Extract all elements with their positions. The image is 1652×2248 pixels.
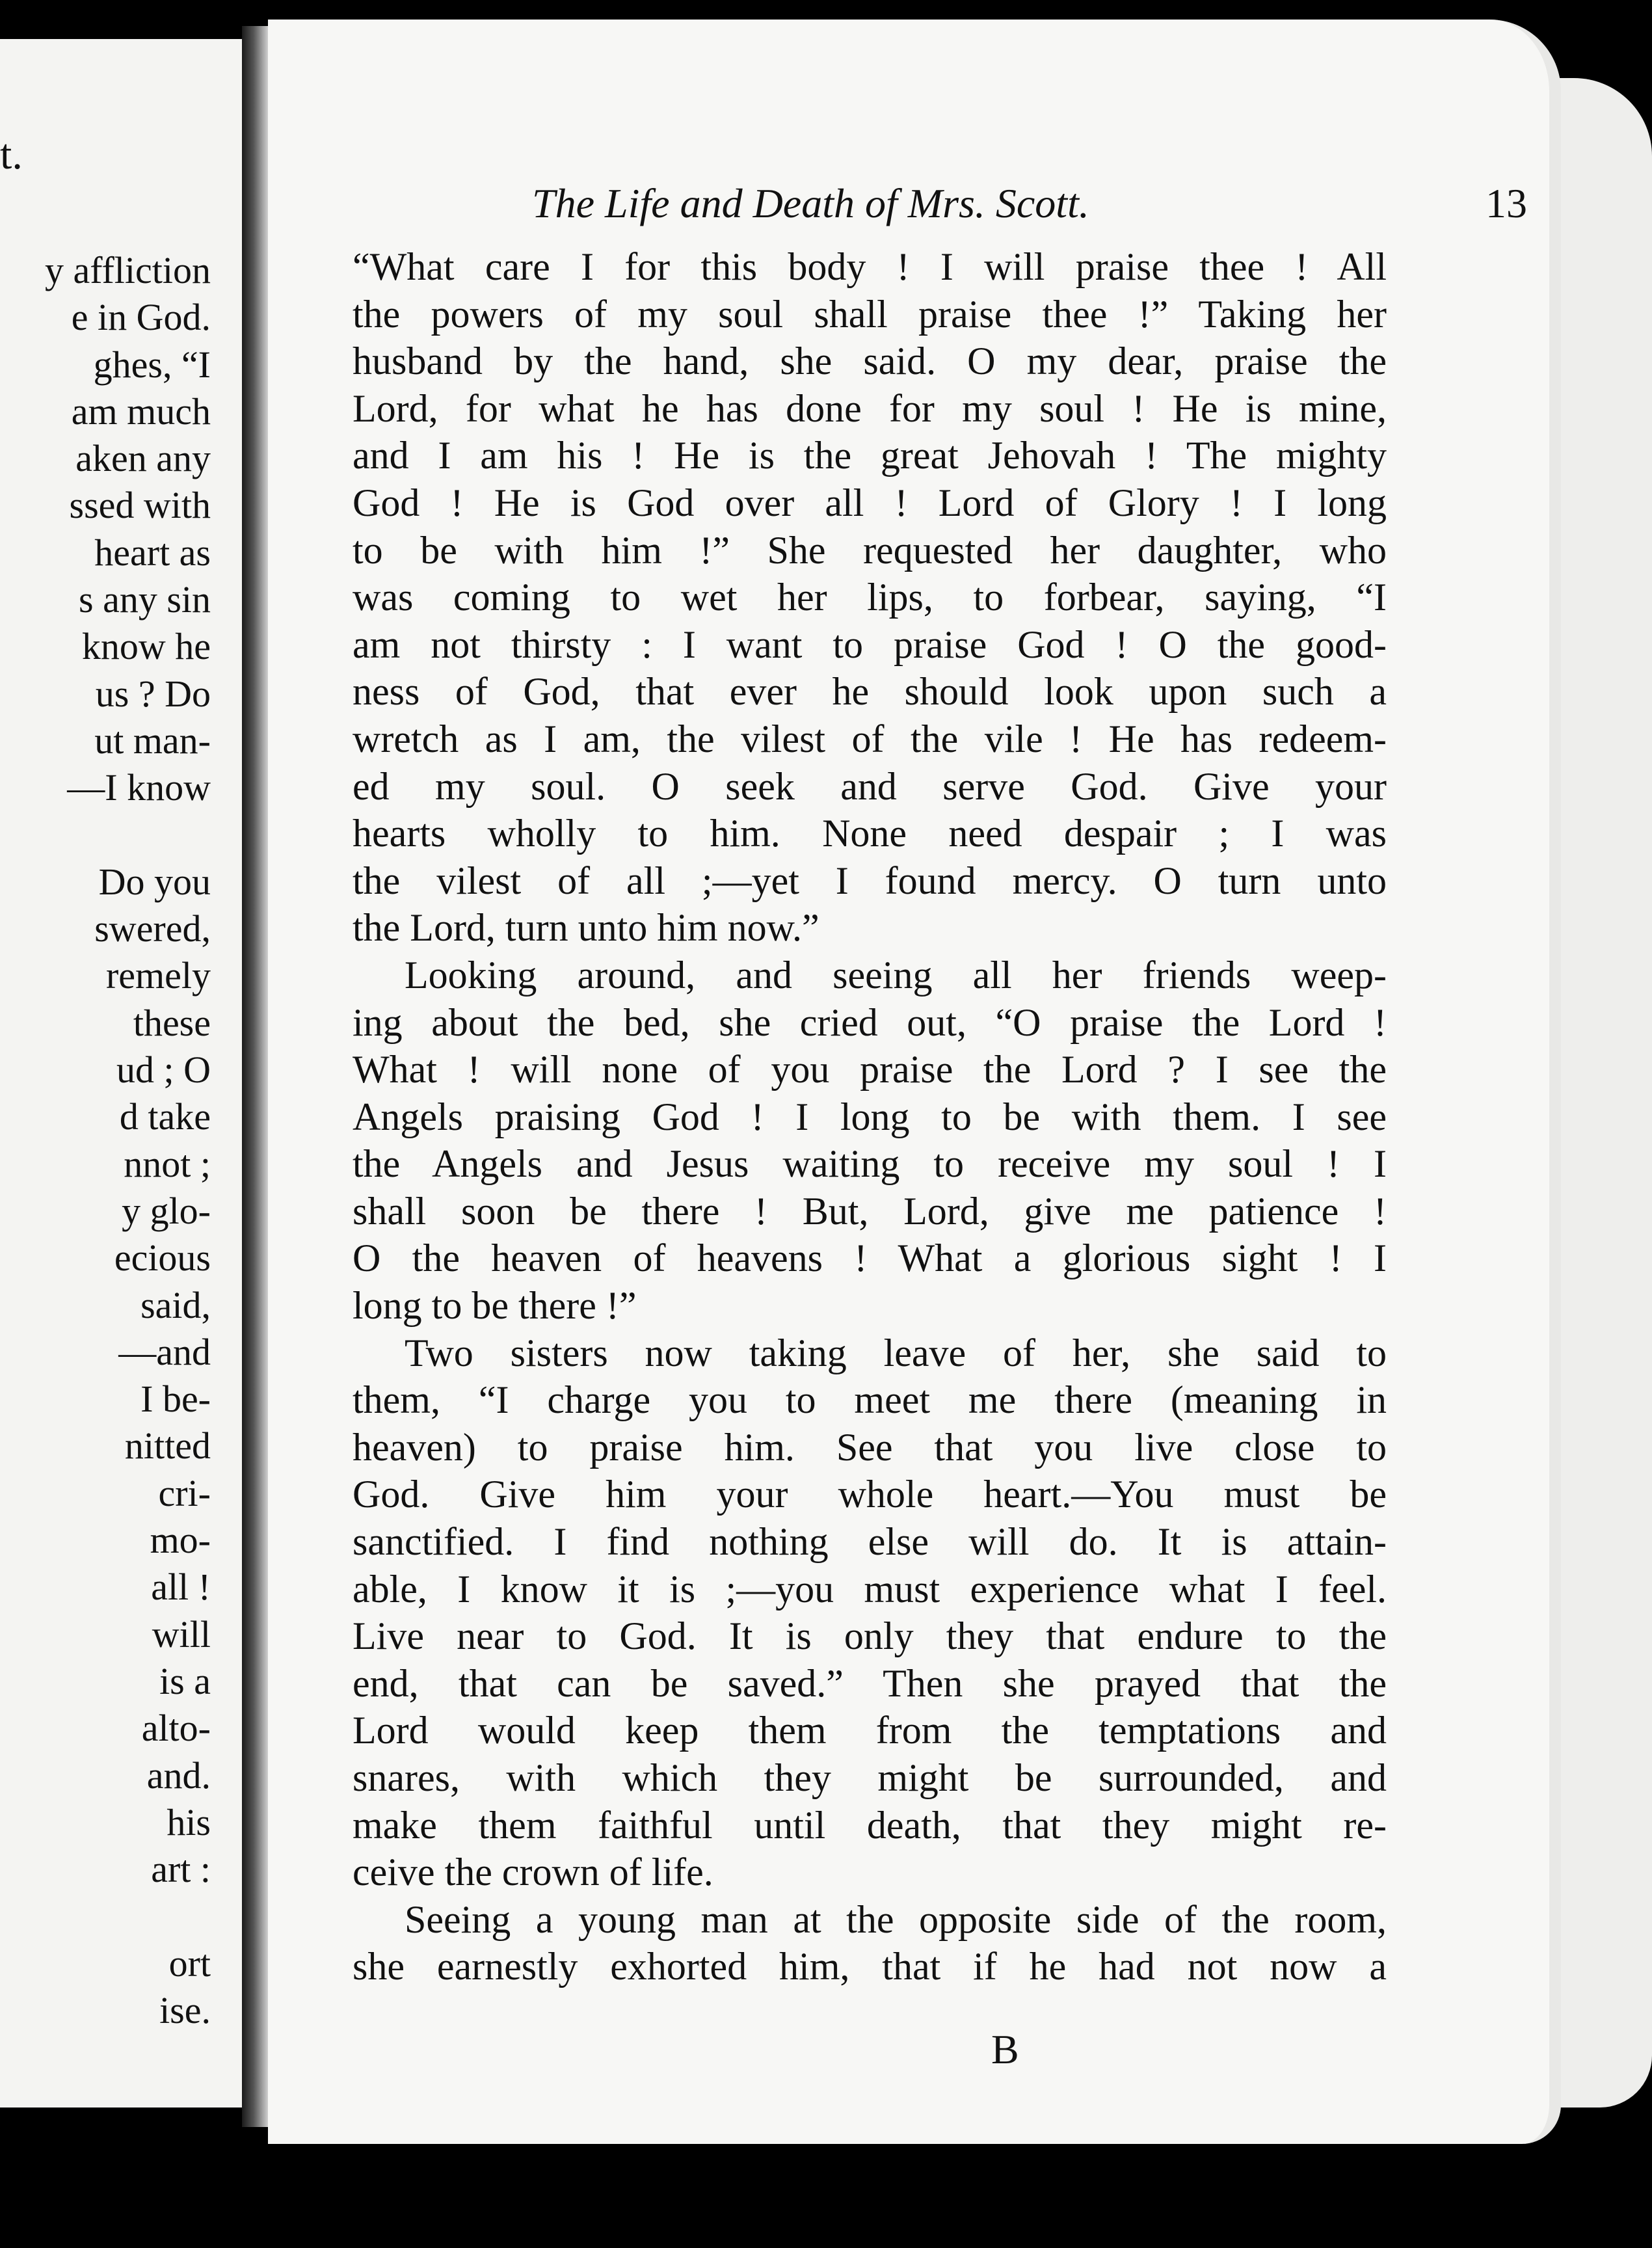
- left-page-line: know he: [81, 625, 211, 668]
- text-line: Two sisters now taking leave of her, she said to: [405, 1331, 1387, 1374]
- text-line: “What care I for this body ! I will praise thee ! All: [353, 245, 1387, 288]
- left-page-line: y affliction: [44, 249, 211, 291]
- text-line: God ! He is God over all ! Lord of Glory ! I long: [353, 481, 1387, 524]
- left-page-line: ud ; O: [116, 1049, 211, 1091]
- text-line: Seeing a young man at the opposite side of the room,: [405, 1897, 1387, 1941]
- running-title: The Life and Death of Mrs. Scott.: [532, 180, 1089, 226]
- right-page: [268, 20, 1561, 2144]
- left-page-line: his: [167, 1800, 211, 1843]
- left-page-line: and.: [146, 1754, 211, 1797]
- text-line: and I am his ! He is the great Jehovah ! The mighty: [353, 434, 1387, 477]
- text-line: snares, with which they might be surrounded, and: [353, 1756, 1387, 1799]
- text-line: Looking around, and seeing all her friends weep-: [405, 953, 1387, 997]
- left-page-text-column: [45, 247, 211, 2034]
- text-line: Angels praising God ! I long to be with them. I see: [353, 1095, 1387, 1138]
- text-line: ed my soul. O seek and serve God. Give your: [353, 764, 1387, 808]
- text-line: the vilest of all ;—yet I found mercy. O turn unto: [353, 859, 1387, 902]
- text-line: hearts wholly to him. None need despair ; I was: [353, 812, 1387, 855]
- text-line: the Angels and Jesus waiting to receive my soul ! I: [353, 1142, 1387, 1186]
- text-line: O the heaven of heavens ! What a glorious sight ! I: [353, 1237, 1387, 1280]
- left-page-line: ecious: [114, 1237, 211, 1279]
- text-line: long to be there !”: [353, 1284, 637, 1328]
- text-line: Lord, for what he has done for my soul ! He is mine,: [353, 386, 1387, 430]
- text-line: wretch as I am, the vilest of the vile ! He has redeem-: [353, 717, 1387, 760]
- left-page-line: said,: [140, 1283, 211, 1326]
- text-line: the powers of my soul shall praise thee !” Taking her: [353, 292, 1387, 336]
- left-page-line: [45, 1893, 211, 1940]
- text-line: heaven) to praise him. See that you live close to: [353, 1425, 1387, 1469]
- left-page-line: all !: [151, 1566, 211, 1609]
- text-line: husband by the hand, she said. O my dear, praise the: [353, 340, 1387, 383]
- left-page-line: ort: [168, 1942, 211, 1985]
- left-page-line: ghes, “I: [93, 343, 211, 386]
- left-page-line: Do you: [98, 860, 211, 903]
- left-page-line: is a: [159, 1659, 211, 1702]
- text-line: shall soon be there ! But, Lord, give me patience !: [353, 1189, 1387, 1233]
- left-page-line: us ? Do: [95, 672, 211, 715]
- text-line: them, “I charge you to meet me there (meaning in: [353, 1378, 1387, 1422]
- left-page-line: d take: [119, 1095, 211, 1138]
- text-line: to be with him !” She requested her daughter, who: [353, 528, 1387, 572]
- text-line: ness of God, that ever he should look upon such a: [353, 670, 1387, 714]
- left-page-line: ise.: [159, 1988, 211, 2031]
- left-page-line: alto-: [141, 1707, 211, 1750]
- text-line: am not thirsty : I want to praise God ! O the good-: [353, 622, 1387, 666]
- left-page-line: nnot ;: [124, 1142, 211, 1185]
- left-page-line: mo-: [150, 1519, 211, 1562]
- left-page-line: will: [152, 1612, 211, 1655]
- text-line: God. Give him your whole heart.—You must be: [353, 1473, 1387, 1516]
- left-page-line: ssed with: [69, 484, 211, 527]
- body-text: [353, 243, 1387, 1990]
- text-line: Lord would keep them from the temptations and: [353, 1709, 1387, 1752]
- text-line: What ! will none of you praise the Lord ? I see the: [353, 1048, 1387, 1091]
- left-page-line: nitted: [124, 1425, 211, 1467]
- page-number: 13: [1485, 180, 1527, 226]
- text-line: sanctified. I find nothing else will do. It is attain-: [353, 1520, 1387, 1564]
- text-line: ceive the crown of life.: [353, 1851, 713, 1894]
- left-page-line: —and: [118, 1330, 211, 1373]
- left-facing-page: [0, 39, 242, 2108]
- text-line: ing about the bed, she cried out, “O praise the Lord !: [353, 1000, 1387, 1044]
- left-page-line: aken any: [75, 437, 211, 480]
- left-page-line: cri-: [158, 1471, 211, 1514]
- signature-mark: B: [991, 2026, 1019, 2072]
- book-gutter: [242, 26, 268, 2127]
- left-page-line: these: [133, 1001, 211, 1044]
- left-page-line: art :: [151, 1848, 211, 1891]
- text-line: the Lord, turn unto him now.”: [353, 906, 819, 950]
- left-page-header-fragment: t.: [0, 131, 23, 178]
- left-page-line: I be-: [140, 1378, 211, 1421]
- left-page-line: [45, 812, 211, 859]
- text-line: able, I know it is ;—you must experience what I feel.: [353, 1567, 1387, 1611]
- text-line: make them faithful until death, that they might re-: [353, 1803, 1387, 1847]
- text-line: Live near to God. It is only they that endure to the: [353, 1614, 1387, 1658]
- text-line: she earnestly exhorted him, that if he had not now a: [353, 1945, 1387, 1988]
- left-page-line: swered,: [94, 907, 211, 950]
- text-line: was coming to wet her lips, to forbear, saying, “I: [353, 576, 1387, 619]
- left-page-line: remely: [105, 954, 211, 997]
- text-line: end, that can be saved.” Then she prayed that the: [353, 1661, 1387, 1705]
- left-page-line: e in God.: [71, 296, 211, 339]
- left-page-line: heart as: [94, 531, 211, 574]
- left-page-line: —I know: [67, 766, 211, 809]
- left-page-line: y glo-: [122, 1189, 211, 1232]
- left-page-line: s any sin: [79, 578, 211, 621]
- left-page-line: am much: [71, 390, 211, 433]
- left-page-line: ut man-: [94, 719, 211, 762]
